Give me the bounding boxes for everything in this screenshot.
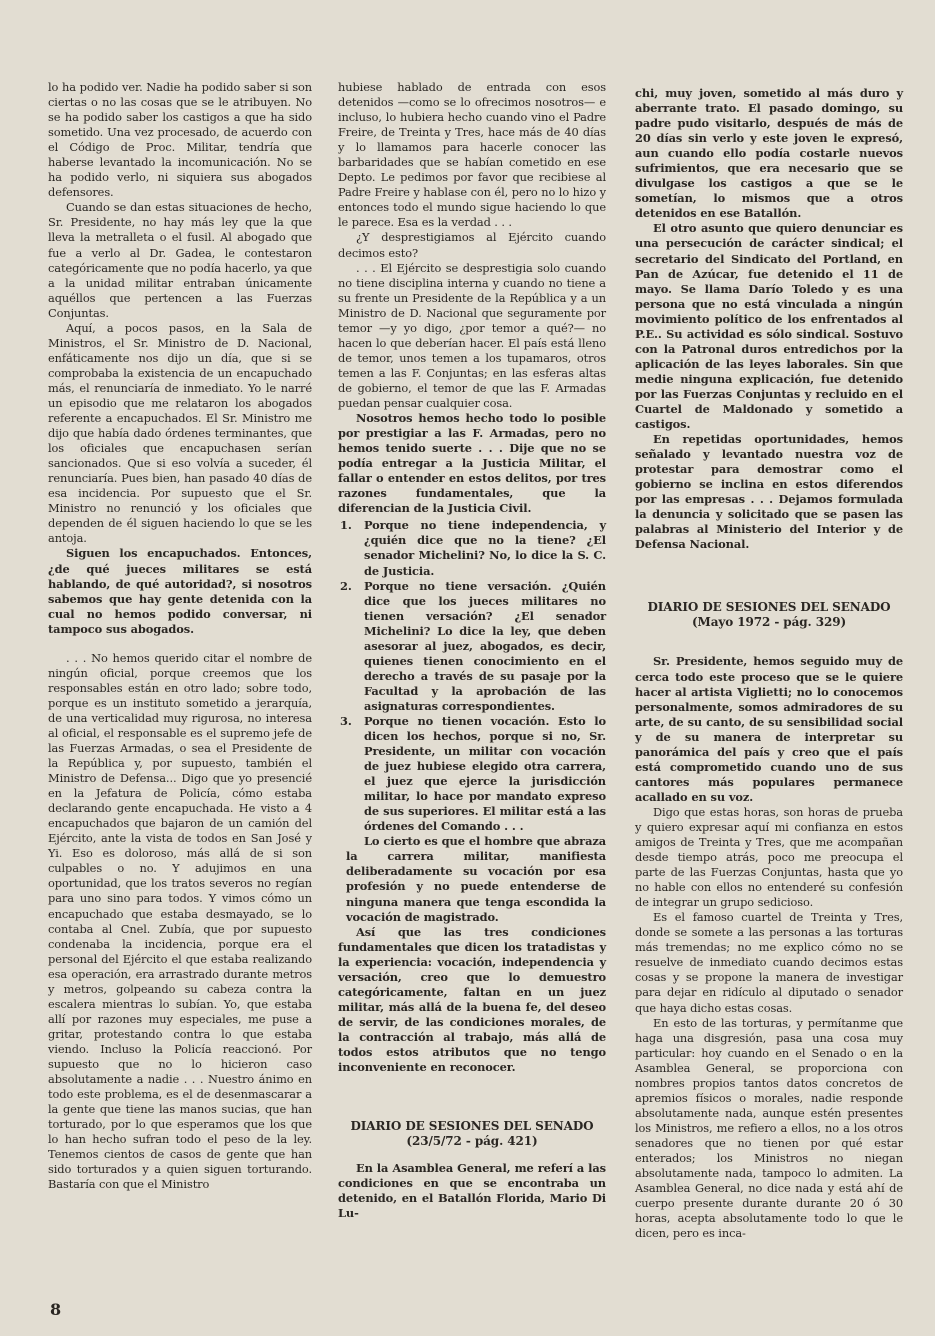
paragraph: Lo cierto es que el hombre que abraza la carrera militar, manifiesta deliberadamente su vocación por esa profesión y no puede entenderse de ninguna manera que tenga escondida la vocación de magistrado. <box>346 834 606 924</box>
paragraph: ¿Y desprestigiamos al Ejército cuando decimos esto? <box>338 230 606 260</box>
paragraph: El otro asunto que quiero denunciar es una persecución de carácter sindical; el secretario del Sindicato del Portland, en Pan de Azúcar, fue detenido el 11 de mayo. Se llama Darío Toledo y es una persona que no está vinculada a ningún movimiento político de los enfrentados al P.E.. Su actividad es sólo sindical. Sostuvo con la Patronal duros entredichos por la aplicación de las leyes laborales. Sin que medie ninguna explicación, fue detenido por las Fuerzas Conjuntas y recluido en el Cuartel de Maldonado y sometido a castigos. <box>635 221 903 432</box>
column-2 <box>338 80 606 1221</box>
paragraph: Siguen los encapuchados. Entonces, ¿de qué jueces militares se está hablando, de qué autoridad?, si nosotros sabemos que hay gente detenida con la cual no hemos podido conversar, ni tampoco sus abogados. <box>48 546 312 636</box>
page-number: 8 <box>50 1300 62 1319</box>
paragraph: lo ha podido ver. Nadie ha podido saber si son ciertas o no las cosas que se le atribuyen. No se ha podido saber los castigos a que ha sido sometido. Una vez procesado, de acuerdo con el Código de Proc. Militar, tendría que haberse levantado la incomunicación. No se ha podido verlo, ni siquiera sus abogados defensores. <box>48 80 312 200</box>
paragraph: Sr. Presidente, hemos seguido muy de cerca todo este proceso que se le quiere hacer al artista Viglietti; no lo conocemos personalmente, somos admiradores de su arte, de su canto, de su sensibilidad social y de su manera de interpretar su panorámica del país y creo que el país está comprometido cuando uno de sus cantores más populares permanece acallado en su voz. <box>635 654 903 804</box>
paragraph: chi, muy joven, sometido al más duro y aberrante trato. El pasado domingo, su padre pudo visitarlo, después de más de 20 días sin verlo y este joven le expresó, aun cuando ello podía costarle nuevos sufrimientos, que era necesario que se divulgase los castigos a que se le sometían, lo mismos que a otros detenidos en ese Batallón. <box>635 86 903 221</box>
section-heading: DIARIO DE SESIONES DEL SENADO <box>647 600 891 615</box>
paragraph: . . . No hemos querido citar el nombre de ningún oficial, porque creemos que los responsables están en otro lado; sobre todo, porque es un instituto sometido a jerarquía, de una verticalidad muy rigurosa, no interesa al oficial, el responsable es el supremo jefe de las Fuerzas Armadas, o sea el Presidente de la República y, por supuesto, también el Ministro de Defensa... Digo que yo presencié en la Jefatura de Policía, cómo estaba declarando gente encapuchada. He visto a 4 encapuchados que bajaron de un camión del Ejército, ante la vista de todos en San José y Yi. Eso es doloroso, más allá de si son culpables o no. Y adujimos en una oportunidad, que los tratos severos no regían para uno sino para todos. Y vimos cómo un encapuchado que estaba desmayado, se lo contaba al Cnel. Zubía, que por supuesto condenaba la incidencia, porque era el personal del Ejército el que estaba realizando esa operación, era arrastrado durante metros y metros, golpeando su cabeza contra la escalera mientras lo subían. Yo, que estaba allí por razones muy especiales, me puse a gritar, protestando contra lo que estaba viendo. Incluso la Policía reaccionó. Por supuesto que no lo hicieron caso absolutamente a nadie . . . Nuestro ánimo en todo este problema, es el de desenmascarar a la gente que tiene las manos sucias, que han torturado, por lo que esperamos que los que lo han hecho sufran todo el peso de la ley. Tenemos cientos de casos de gente que han sido torturados y a quien siguen torturando. Bastaría con que el Ministro <box>48 650 312 1192</box>
section-subheading: (Mayo 1972 - pág. 329) <box>691 615 847 630</box>
paragraph: En esto de las torturas, y permítanme que haga una disgresión, pasa una cosa muy particular: hoy cuando en el Senado o en la Asamblea General, se proporciona con nombres propios tantos datos concretos de apremios físicos o morales, nadie responde absolutamente nada, aunque estén presentes los Ministros, me refiero a ellos, no a los otros senadores que no tienen por qué estar enterados; los Ministros no niegan absolutamente nada, tampoco lo admiten. La Asamblea General, no dice nada y está ahí de cuerpo presente durante durante 20 ó 30 horas, acepta absolutamente todo lo que le dicen, pero es inca- <box>635 1015 903 1241</box>
paragraph: . . . El Ejército se desprestigia solo cuando no tiene disciplina interna y cuando no tiene a su frente un Presidente de la República y a un Ministro de D. Nacional que seguramente por temor —y yo digo, ¿por temor a qué?— no hacen lo que deberían hacer. El país está lleno de temor, unos temen a los tupamaros, otros temen a las F. Conjuntas; en las esferas altas de gobierno, el temor de que las F. Armadas puedan pensar cualquier cosa. <box>338 260 606 410</box>
list-item: 3. Porque no tienen vocación. Esto lo dicen los hechos, porque si no, Sr. Presidente, un militar con vocación de juez hubiese elegido otra carrera, el juez que ejerce la jurisdicción militar, lo hace por mandato expreso de sus superiores. El militar está a las órdenes del Comando . . . <box>340 713 606 834</box>
column-1 <box>48 80 312 1192</box>
paragraph: Es el famoso cuartel de Treinta y Tres, donde se somete a las personas a las torturas más tremendas; no me explico cómo no se resuelve de inmediato cuando decimos estas cosas y se propone la manera de investigar para dejar en ridículo al diputado o senador que haya dicho estas cosas. <box>635 910 903 1015</box>
paragraph: hubiese hablado de entrada con esos detenidos —como se lo ofrecimos nosotros— e incluso, lo hubiera hecho cuando vino el Padre Freire, de Treinta y Tres, hace más de 40 días y lo llamamos para hacerle conocer las barbaridades que se habían cometido en ese Depto. Le pedimos por favor que recibiese al Padre Freire y hablase con él, pero no lo hizo y entonces todo el mundo sigue haciendo lo que le parece. Esa es la verdad . . . <box>338 80 606 230</box>
paragraph: En repetidas oportunidades, hemos señalado y levantado nuestra voz de protestar para demostrar como el gobierno se inclina en estos diferendos por las empresas . . . Dejamos formulada la denuncia y solicitado que se pasen las palabras al Ministerio del Interior y de Defensa Nacional. <box>635 432 903 552</box>
section-subheading: (23/5/72 - pág. 421) <box>406 1134 538 1149</box>
paragraph: Cuando se dan estas situaciones de hecho, Sr. Presidente, no hay más ley que la que lleva la metralleta o el fusil. Al abogado que fue a verlo al Dr. Gadea, le contestaron categóricamente que no podía hacerlo, ya que a la unidad militar entraban únicamente aquéllos que pertencen a las Fuerzas Conjuntas. <box>48 200 312 320</box>
section-heading: DIARIO DE SESIONES DEL SENADO <box>350 1119 594 1134</box>
list-item: 2. Porque no tiene versación. ¿Quién dice que los jueces militares no tienen versación? ¿El senador Michelini? Lo dice la ley, que deben asesorar al juez, abogados, es decir, quienes tienen conocimiento en el derecho a través de su pasaje por la Facultad y la aprobación de las asignaturas correspondientes. <box>340 578 606 713</box>
paragraph: En la Asamblea General, me referí a las condiciones en que se encontraba un detenido, en el Batallón Florida, Mario Di Lu- <box>338 1161 606 1221</box>
paragraph: Nosotros hemos hecho todo lo posible por prestigiar a las F. Armadas, pero no hemos tenido suerte . . . Dije que no se podía entregar a la Justicia Militar, el fallar o entender en estos delitos, por tres razones fundamentales, que la diferencian de la Justicia Civil. <box>338 411 606 516</box>
column-3 <box>635 86 903 1241</box>
paragraph: Aquí, a pocos pasos, en la Sala de Ministros, el Sr. Ministro de D. Nacional, enfáticamente nos dijo un día, que si se comprobaba la existencia de un encapuchado más, el renunciaría de inmediato. Yo le narré un episodio que me relataron los abogados referente a encapuchados. El Sr. Ministro me dijo que había dado órdenes terminantes, que los oficiales que encapuchasen serían sancionados. Que si eso volvía a suceder, él renunciaría. Pues bien, han pasado 40 días de esa incidencia. Por supuesto que el Sr. Ministro no renunció y los oficiales que dependen de él siguen haciendo lo que se les antoja. <box>48 320 312 546</box>
list-item: 1. Porque no tiene independencia, y ¿quién dice que no la tiene? ¿El senador Michelini? No, lo dice la S. C. de Justicia. <box>340 518 606 578</box>
paragraph: Digo que estas horas, son horas de prueba y quiero expresar aquí mi confianza en estos amigos de Treinta y Tres, que me acompañan desde tiempo atrás, poco me preocupa el parte de las Fuerzas Conjuntas, hasta que yo no hable con ellos no entenderé su confesión de integrar un grupo sedicioso. <box>635 804 903 910</box>
reasons-list <box>338 518 606 834</box>
paragraph: Así que las tres condiciones fundamentales que dicen los tratadistas y la experiencia: vocación, independencia y versación, creo que lo demuestro categóricamente, faltan en un juez militar, más allá de la buena fe, del deseo de servir, de las condiciones morales, de la contracción al trabajo, más allá de todos estos atributos que no tengo inconveniente en reconocer. <box>338 924 606 1075</box>
